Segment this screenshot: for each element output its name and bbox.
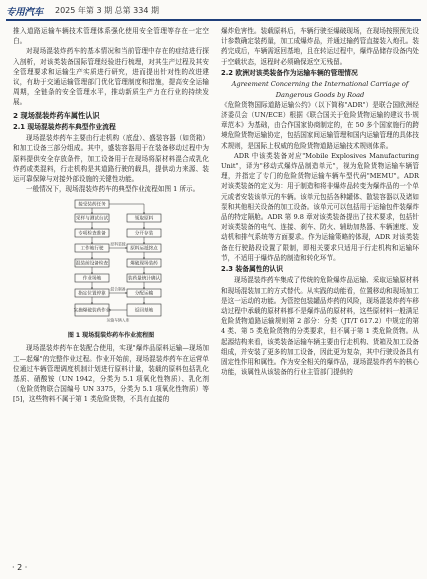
- paragraph: 爆炸危害性。装载原料后，车辆行驶至爆破现场，在现场按照预先设计参数确定装药量，加工成爆炸品，并通过输药管直接装入炮孔。装药完成后，车辆需返回基地，且在转运过程中，爆炸品储存设备内处于空载状态，返程时必须确保返空无残留。: [221, 27, 419, 66]
- svg-text:分配运输: 分配运输: [134, 291, 154, 297]
- section-heading: 2 现场混装炸药车属性认识: [13, 110, 100, 120]
- svg-text:领取原料: 领取原料: [134, 216, 154, 222]
- svg-text:分开存装: 分开存装: [134, 231, 154, 237]
- svg-text:装药量统计确认: 装药量统计确认: [127, 276, 161, 282]
- header-rule: [6, 19, 421, 21]
- svg-text:作业场地: 作业场地: [82, 276, 102, 282]
- svg-text:返回基地: 返回基地: [134, 308, 154, 314]
- paragraph: ADR 中该类装备对应"Mobile Explosives Manufacturing Unit"，译为"移动式爆炸品制造单元"，视为危险货物运输车辆管理，并指定了专门的危险货物运输车辆车型代码"MEMU"。ADR 对该类装备的定义为：用于制造和将非爆炸品转变为爆炸品的一个单元或者安装该单元的车辆。该单元包括各种罐体、散装容器以及诸如泵和其他相关设备的加工设备。该单元可以包括用于运输包件装爆炸品的特定隔舱。ADR 第 9.8 章对该类装备提出了技术要求，包括针对该类装备的电气、连接、刹车、防火、辅助加热器、车辆速度、发动机和排气系统等方面要求。作为运输策略的体现，ADR 对该类装备在行驶路段设置了限制，即相关要求只适用于行走机构和运输环节，不适用于爆炸品的制造和转化环节。: [221, 151, 419, 262]
- issue-info: 2025 年第 3 期 总第 334 期: [55, 6, 159, 15]
- svg-text:工作地行驶: 工作地行驶: [80, 246, 104, 252]
- svg-text:混装前设备检查: 混装前设备检查: [75, 261, 109, 267]
- svg-text:采样与测试台试: 采样与测试台试: [75, 216, 109, 222]
- english-title: Agreement Concerning the International Carriage of Dangerous Goods by Road: [231, 80, 409, 99]
- flow-start-label: 接受装药任务: [78, 202, 106, 208]
- svg-text:爆破现场装药: 爆破现场装药: [130, 261, 158, 267]
- left-chain: [74, 214, 111, 316]
- journal-logo: 专用汽车: [6, 7, 43, 18]
- left-column: [13, 26, 209, 405]
- subsection-heading: 2.1 现场混装炸药车典型作业流程: [13, 122, 116, 131]
- paragraph: 一般情况下，现场混装炸药车的典型作业流程如图 1 所示。: [26, 185, 200, 194]
- flowchart-svg: [13, 198, 209, 328]
- svg-text:原料装载: 原料装载: [110, 241, 126, 247]
- svg-text:运输车辆入库: 运输车辆入库: [106, 317, 130, 323]
- svg-text:原料运抵终点: 原料运抵终点: [130, 246, 158, 252]
- subsection-heading: 2.2 欧洲对该类装备作为运输车辆的管理情况: [221, 68, 358, 77]
- paragraph: 现场混装炸药车在装配合使用，实现"爆炸品原料运输—现场加工—起爆"的完整作业过程。作业开始前，现场混装炸药车在运营单位通过车辆管理调度机制计划进行原料计量，装载的原料包括乳化基质、硝酸铵（UN 1942，分类为 5.1 项氧化性物质）、乳化剂（危险货物联合国编号 UN 3375，分类为 5.1 项氧化性物质）等[5]，这些物料不属于第 1 类危险货物，不具有直接的: [13, 344, 209, 404]
- svg-text:专项检查准备: 专项检查准备: [78, 231, 106, 237]
- paragraph: 现场混装炸药车主要由行走机构（底盘）、盛装容器（如货箱）和加工设备三部分组成。其中，盛装容器用于在装备移动过程中为原料提供安全存放条件，加工设备用于在现场将原材料混合成乳化炸药或类混料，行走机构是其道路行驶的载具，提供动力来源、装运可靠保障与对接外部设施的关键性功能。: [13, 134, 209, 183]
- subsection-heading: 2.3 装备属性的认识: [221, 264, 283, 273]
- paragraph: 对现场混装炸药车的基本情况和当前管理中存在的症结进行探入剖析，对该类装备国际管理经验进行梳理，对其生产过程及其安全管理要求和运输生产实质进行研究，进而提出针对性的改进建议，有助于交通运输管理部门优化管理制度和措施，提高安全运输周期，全链条的安全管理水平，推动新质生产力在行业的持续发展。: [13, 47, 209, 107]
- flowchart-figure: [13, 198, 209, 328]
- paragraph: 现场混装炸药车集成了传统的危险爆炸品运输、采取运输原材料和现场混装加工的方式替代。从实践的动能看，位置移动和现场加工是这一运动的功能。为管控包装罐品炸药的风险，现场混装炸药车移动过程中承载的原材料都不是爆炸品的原材料，这些原材料一般满足危险货物道路运输规则第 2 部分：分类（JT/T 617.2）中规定的第 4 类、第 5 类危险货物的分类要求，但不属于第 1 类危险货物。从起源结构来看，该类装备运输车辆主要由行走机构、货箱及加工设备组成，并安装了更多的加工设备，因此更为复杂，其中行驶设备具有固定性作用和属性。作为安全相关的爆炸品，现场混装炸药车的核心功能，该属性从该装备的行业主管部门提供的: [221, 276, 419, 377]
- paragraph: 推入道路运输车辆技术管理体系强化使用安全管理等存在一定空白。: [13, 27, 209, 46]
- page-number: · 2 ·: [12, 563, 28, 572]
- right-column: [221, 26, 419, 378]
- figure-caption: 图 1 现场混装炸药车作业流程图: [67, 332, 155, 340]
- svg-text:实施爆破装药作业: 实施爆破装药作业: [73, 308, 111, 314]
- svg-text:混合制备: 混合制备: [110, 286, 126, 292]
- page-header: [0, 0, 427, 20]
- svg-text:指定位置停靠: 指定位置停靠: [78, 291, 106, 297]
- right-chain: [109, 204, 161, 316]
- paragraph: 《危险货物国际道路运输公约》（以下简称"ADR"）是联合国欧洲经济委员会（UN/ECE）根据《联合国关于危险货物运输的建议书·规章范本》为基础，由合作国家协商制定的，在 50 多个国家施行的跨境危险货物运输协定，包括国家间运输管理和国内运输管理的具体技术规则，是国际上权威的危险货物道路运输技术规则体系。: [221, 100, 419, 150]
